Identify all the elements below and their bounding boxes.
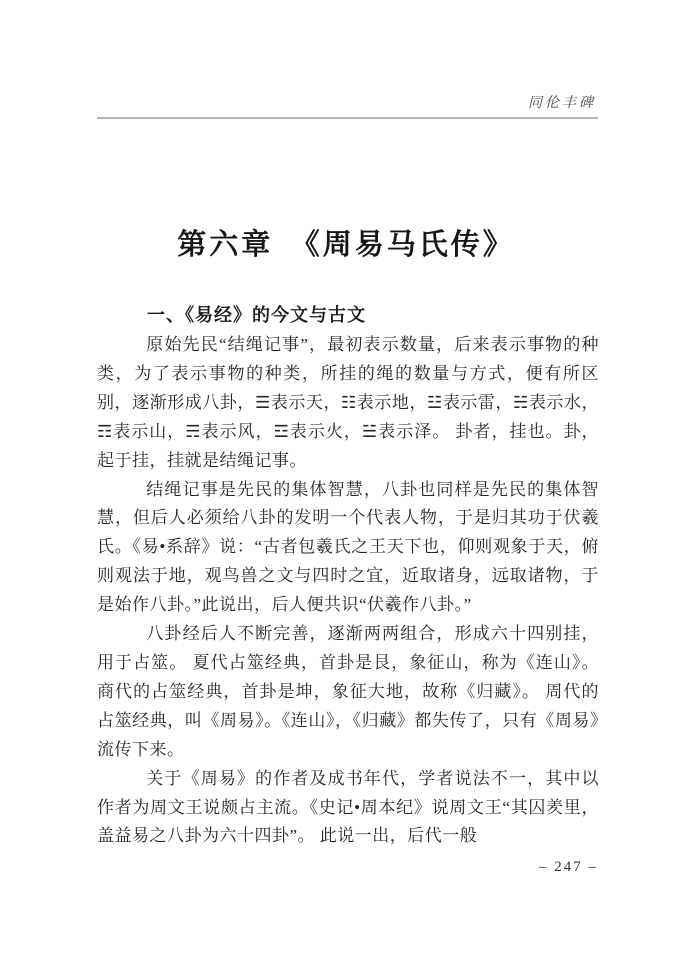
header-rule	[97, 117, 598, 119]
page-header	[97, 92, 598, 119]
body-text	[97, 331, 599, 851]
paragraph-3: 八卦经后人不断完善，逐渐两两组合，形成六十四别挂，用于占筮。 夏代占筮经典，首卦是艮，象征山，称为《连山》。 商代的占筮经典，首卦是坤，象征大地，故称《归藏》。 周代的占筮经典，叫《周易》。《连山》，《归藏》都失传了，只有《周易》流传下来。	[97, 624, 599, 759]
page-footer	[97, 858, 598, 876]
chapter-title: 第六章 《周易马氏传》	[177, 229, 515, 261]
page-number: – 247 –	[539, 859, 598, 875]
section-heading: 一、《易经》的今文与古文	[147, 305, 366, 325]
running-title: 同伦丰碑	[528, 96, 596, 111]
paragraph-4: 关于《周易》的作者及成书年代，学者说法不一，其中以作者为周文王说颇占主流。《史记•周本纪》说周文王“其囚羑里，盖益易之八卦为六十四卦”。 此说一出，后代一般	[97, 768, 599, 846]
paragraph-2: 结绳记事是先民的集体智慧，八卦也同样是先民的集体智慧，但后人必须给八卦的发明一个代表人物，于是归其功于伏羲氏。《易•系辞》说：“古者包羲氏之王天下也，仰则观象于天，俯则观法于地，观鸟兽之文与四时之宜，近取诸身，远取诸物，于是始作八卦。”此说出，后人便共识“伏羲作八卦。”	[97, 479, 599, 615]
paragraph-1: 原始先民“结绳记事”，最初表示数量，后来表示事物的种类，为了表示事物的种类，所挂的绳的数量与方式，便有所区别，逐渐形成八卦，☰表示天，☷表示地，☳表示雷，☵表示水，☶表示山，☴表示风，☲表示火，☱表示泽。 卦者，挂也。卦，起于挂，挂就是结绳记事。	[97, 335, 599, 470]
